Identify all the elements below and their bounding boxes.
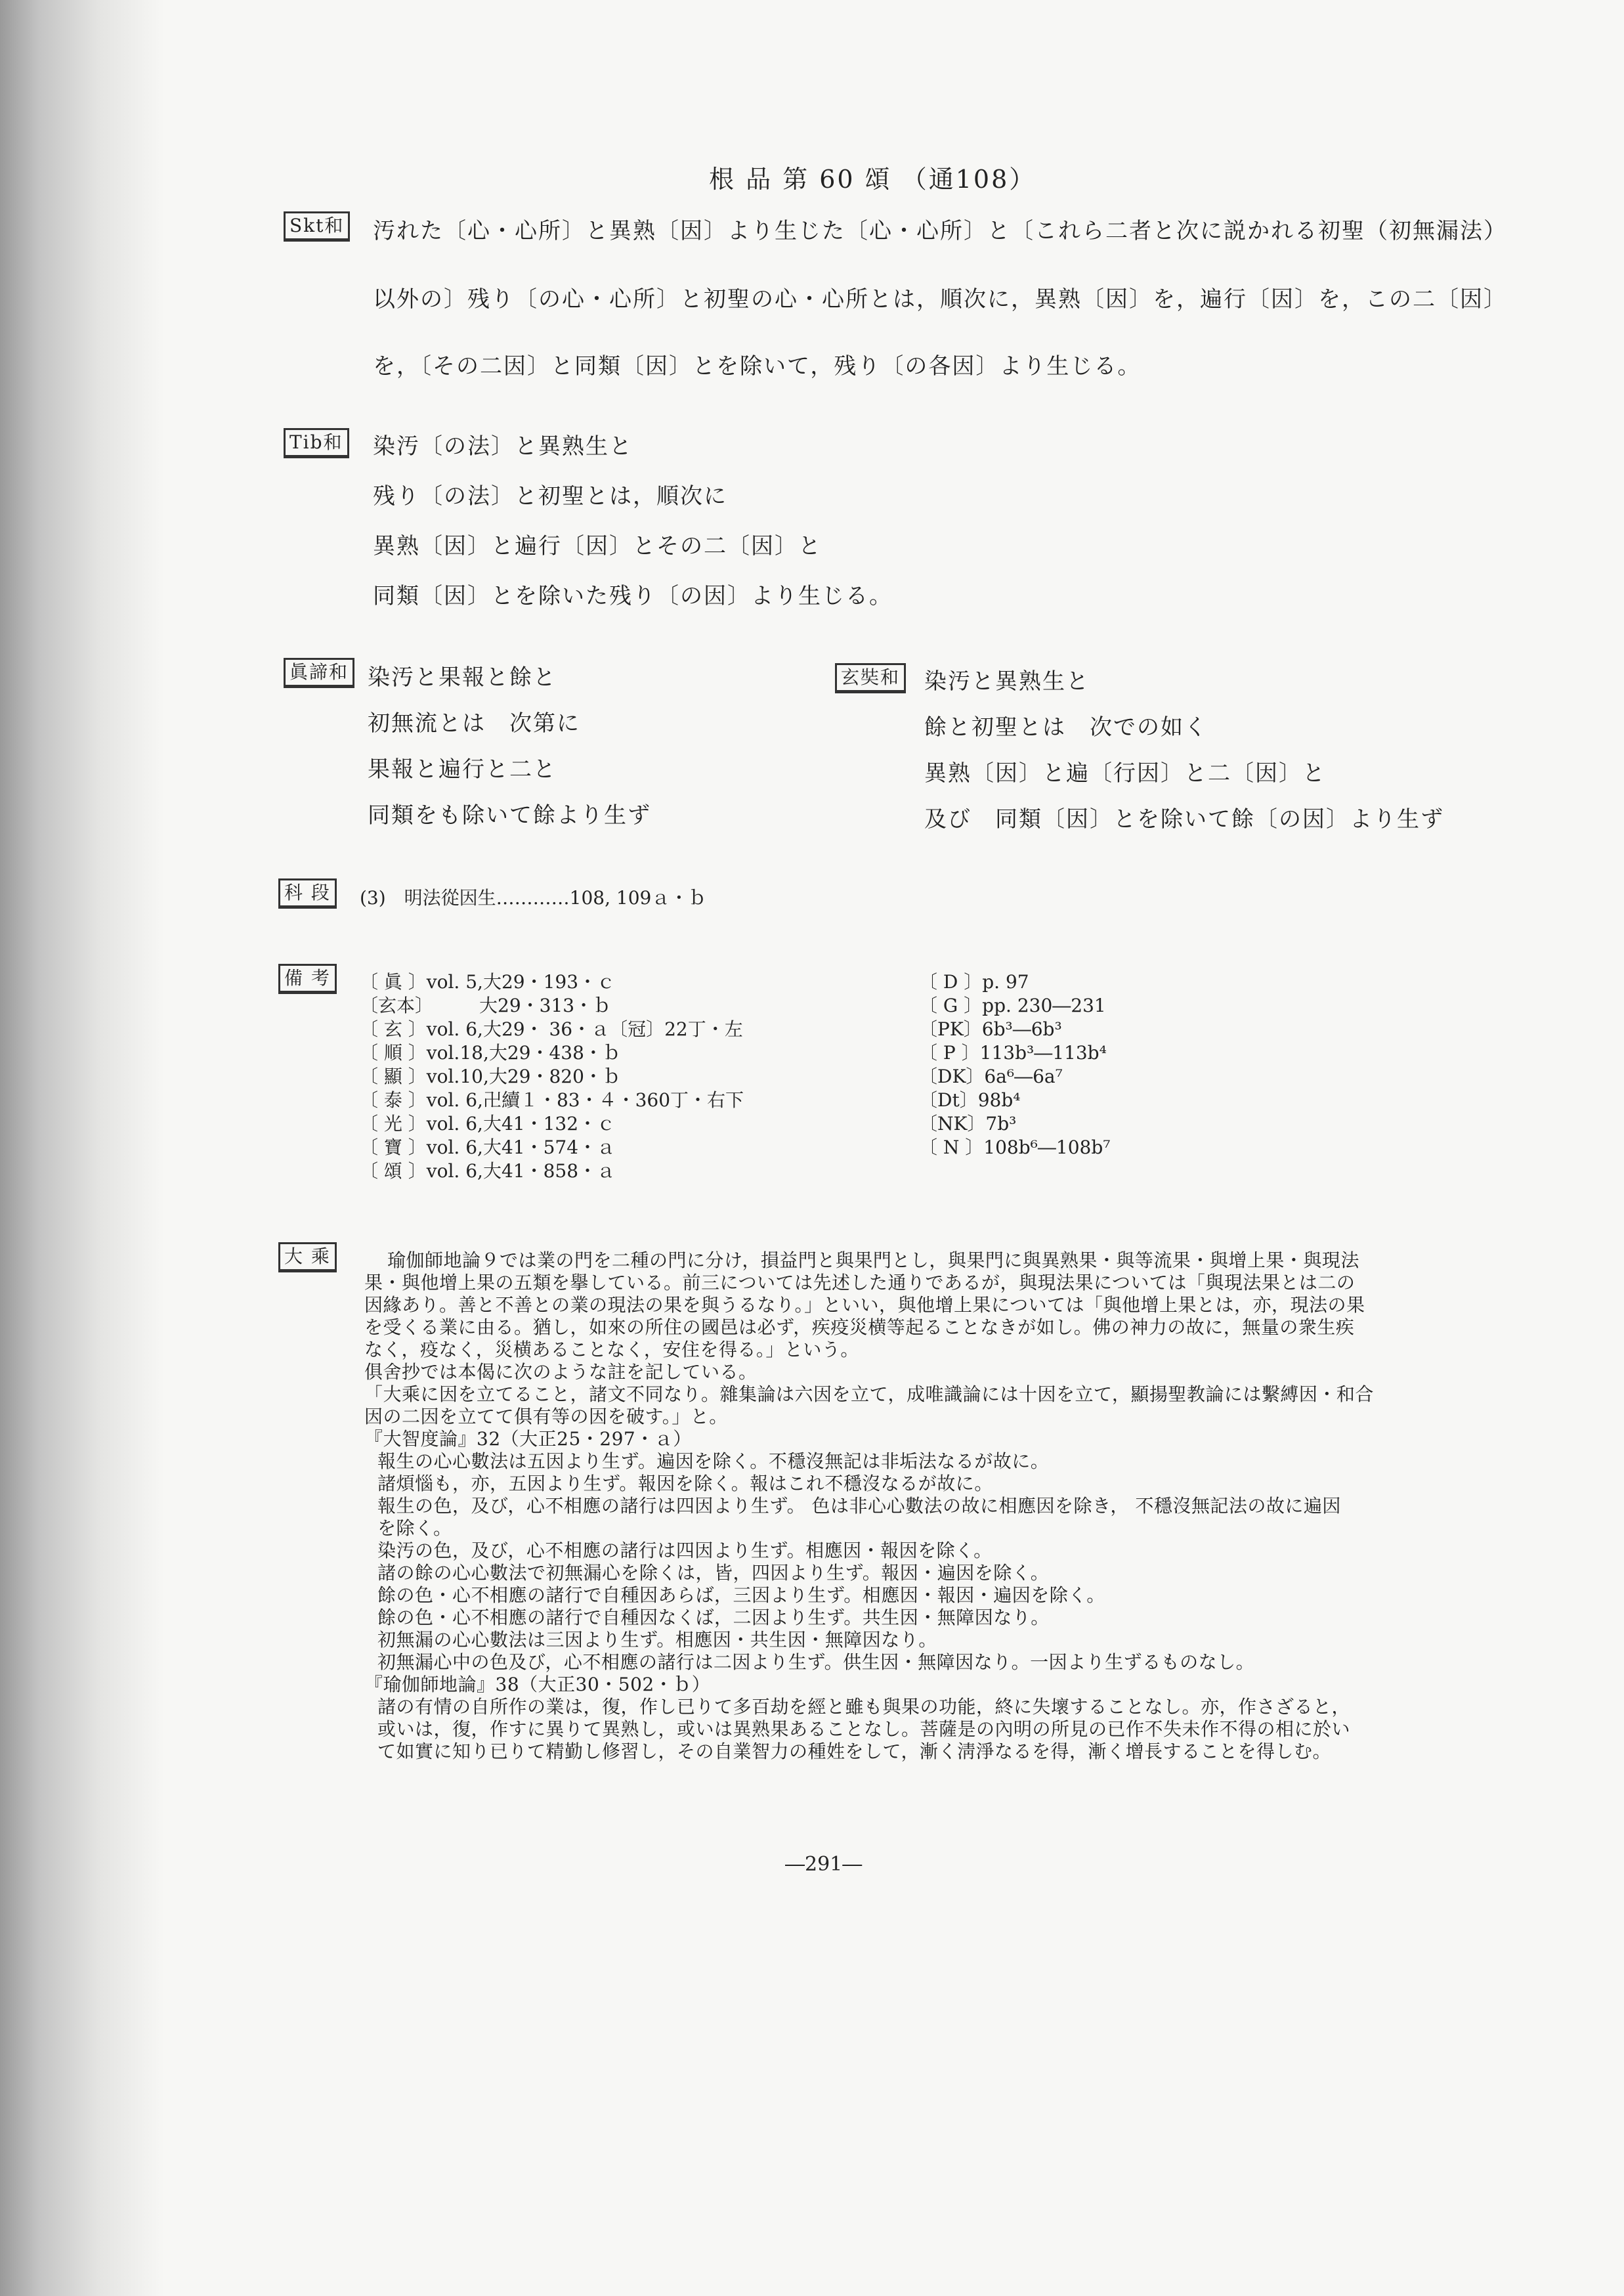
- daijo-line: を除く。: [377, 1517, 452, 1539]
- shindai-line: 果報と遍行と二と: [368, 756, 557, 783]
- daijo-line: なく，疫なく，災横あることなく，安住を得る。」という。: [364, 1339, 859, 1360]
- biko-right: 〔 D 〕p. 97: [919, 971, 1029, 993]
- biko-left: 〔 順 〕vol.18,大29・438・ｂ: [360, 1042, 621, 1064]
- daijo-line: 報生の色，及び，心不相應の諸行は四因より生ず。 色は非心心數法の故に相應因を除き， 不穩沒無記法の故に遍因: [377, 1495, 1341, 1517]
- tib-line: 異熟〔因〕と遍行〔因〕とその二〔因〕と: [373, 533, 822, 559]
- daijo-line: 初無漏の心心數法は三因より生ず。相應因・共生因・無障因なり。: [377, 1629, 937, 1651]
- daijo-line: 『瑜伽師地論』38（大正30・502・ｂ）: [364, 1674, 711, 1695]
- genjo-line: 餘と初聖とは 次での如く: [924, 714, 1208, 741]
- biko-right: 〔 N 〕108b⁶―108b⁷: [919, 1137, 1111, 1158]
- daijo-tag: 大 乘: [278, 1242, 337, 1272]
- page-title: 根 品 第 60 頌 （通108）: [709, 165, 1036, 194]
- biko-left: 〔 頌 〕vol. 6,大41・858・ａ: [360, 1160, 616, 1182]
- tib-line: 同類〔因〕とを除いた残り〔の因〕より生じる。: [373, 583, 893, 609]
- daijo-line: 果・與他增上果の五類を擧している。前三については先述した通りであるが，與現法果については「與現法果とは二の: [364, 1272, 1356, 1293]
- scan-shadow: [0, 0, 164, 2296]
- daijo-line: 報生の心心數法は五因より生ず。遍因を除く。不穩沒無記は非垢法なるが故に。: [377, 1450, 1050, 1472]
- shindai-line: 同類をも除いて餘より生ず: [368, 802, 651, 829]
- daijo-line: 初無漏心中の色及び，心不相應の諸行は二因より生ず。供生因・無障因なり。一因より生ずるものなし。: [377, 1651, 1255, 1673]
- genjo-line: 染汚と異熟生と: [924, 668, 1090, 695]
- kadan-tag: 科 段: [278, 878, 337, 909]
- page-number: ―291―: [785, 1853, 863, 1876]
- biko-left: 〔 寶 〕vol. 6,大41・574・ａ: [360, 1137, 616, 1158]
- biko-right: 〔PK〕6b³―6b³: [919, 1018, 1062, 1040]
- biko-right: 〔 P 〕113b³―113b⁴: [919, 1042, 1107, 1064]
- biko-left: 〔 泰 〕vol. 6,卍續１・83・４・360丁・右下: [360, 1089, 744, 1111]
- biko-left: 〔玄本〕 大29・313・ｂ: [360, 995, 612, 1016]
- biko-tag: 備 考: [278, 964, 337, 994]
- daijo-line: 染汚の色，及び，心不相應の諸行は四因より生ず。相應因・報因を除く。: [377, 1540, 993, 1561]
- daijo-line: 諸の有情の自所作の業は，復，作し已りて多百劫を經と雖も與果の功能，終に失壞することなし。亦，作さざると，: [377, 1696, 1351, 1718]
- daijo-line: 諸煩惱も，亦，五因より生ず。報因を除く。報はこれ不穩沒なるが故に。: [377, 1473, 993, 1494]
- shindai-line: 染汚と果報と餘と: [368, 664, 557, 691]
- skt-tag: Skt和: [284, 211, 350, 242]
- shindai-line: 初無流とは 次第に: [368, 710, 580, 737]
- daijo-line: 或いは，復，作すに異りて異熟し，或いは異熟果あることなし。菩薩是の內明の所見の已作不失未作不得の相に於い: [377, 1718, 1351, 1740]
- kadan-text: (3) 明法從因生…………108, 109ａ・ｂ: [360, 887, 707, 909]
- daijo-line: 諸の餘の心心數法で初無漏心を除くは，皆，四因より生ず。報因・遍因を除く。: [377, 1562, 1050, 1584]
- biko-right: 〔Dt〕98b⁴: [919, 1089, 1021, 1111]
- daijo-line: 餘の色・心不相應の諸行で自種因なくば，二因より生ず。共生因・無障因なり。: [377, 1607, 1050, 1628]
- genjo-line: 及び 同類〔因〕とを除いて餘〔の因〕より生ず: [924, 806, 1444, 833]
- biko-right: 〔 G 〕pp. 230―231: [919, 995, 1106, 1016]
- daijo-line: 俱舍抄では本偈に次のような註を記している。: [364, 1361, 758, 1383]
- daijo-line: 餘の色・心不相應の諸行で自種因あらば，三因より生ず。相應因・報因・遍因を除く。: [377, 1584, 1105, 1606]
- biko-right: 〔NK〕7b³: [919, 1113, 1017, 1135]
- daijo-line: 因の二因を立てて俱有等の因を破す。」と。: [364, 1406, 728, 1427]
- daijo-line: 瑜伽師地論９では業の門を二種の門に分け，損益門と與果門とし，與果門に與異熟果・與等流果・與增上果・與現法: [387, 1249, 1359, 1271]
- skt-line: 以外の〕残り〔の心・心所〕と初聖の心・心所とは，順次に，異熟〔因〕を，遍行〔因〕を，この二〔因〕: [373, 286, 1507, 313]
- shindai-tag: 眞諦和: [284, 658, 354, 688]
- biko-left: 〔 光 〕vol. 6,大41・132・ｃ: [360, 1113, 616, 1135]
- biko-left: 〔 顯 〕vol.10,大29・820・ｂ: [360, 1066, 621, 1087]
- skt-line: を，〔その二因〕と同類〔因〕とを除いて，残り〔の各因〕より生じる。: [373, 353, 1142, 379]
- tib-tag: Tib和: [284, 428, 349, 458]
- daijo-line: 因緣あり。善と不善との業の現法の果を與うるなり。」といい，與他增上果については「與他增上果とは，亦，現法の果: [364, 1294, 1365, 1316]
- tib-line: 残り〔の法〕と初聖とは，順次に: [373, 483, 727, 509]
- genjo-line: 異熟〔因〕と遍〔行因〕と二〔因〕と: [924, 760, 1326, 787]
- genjo-tag: 玄奘和: [835, 663, 906, 693]
- daijo-line: 『大智度論』32（大正25・297・ａ）: [364, 1428, 692, 1450]
- daijo-line: 「大乘に因を立てること，諸文不同なり。雜集論は六因を立て，成唯識論には十因を立て，顯揚聖教論には繫縛因・和合: [364, 1383, 1374, 1405]
- daijo-line: を受くる業に由る。猶し，如來の所住の國邑は必ず，疾疫災横等起ることなきが如し。佛の神力の故に，無量の衆生疾: [364, 1316, 1355, 1338]
- biko-left: 〔 玄 〕vol. 6,大29・ 36・ａ〔冠〕22丁・左: [360, 1018, 743, 1040]
- daijo-line: て如實に知り已りて精勤し修習し，その自業智力の種姓をして，漸く淸淨なるを得，漸く增長することを得しむ。: [377, 1741, 1331, 1762]
- skt-line: 汚れた〔心・心所〕と異熟〔因〕より生じた〔心・心所〕と〔これら二者と次に説かれる初聖（初無漏法）: [373, 218, 1507, 244]
- biko-right: 〔DK〕6a⁶―6a⁷: [919, 1066, 1063, 1087]
- biko-left: 〔 眞 〕vol. 5,大29・193・ｃ: [360, 971, 616, 993]
- tib-line: 染汚〔の法〕と異熟生と: [373, 433, 633, 460]
